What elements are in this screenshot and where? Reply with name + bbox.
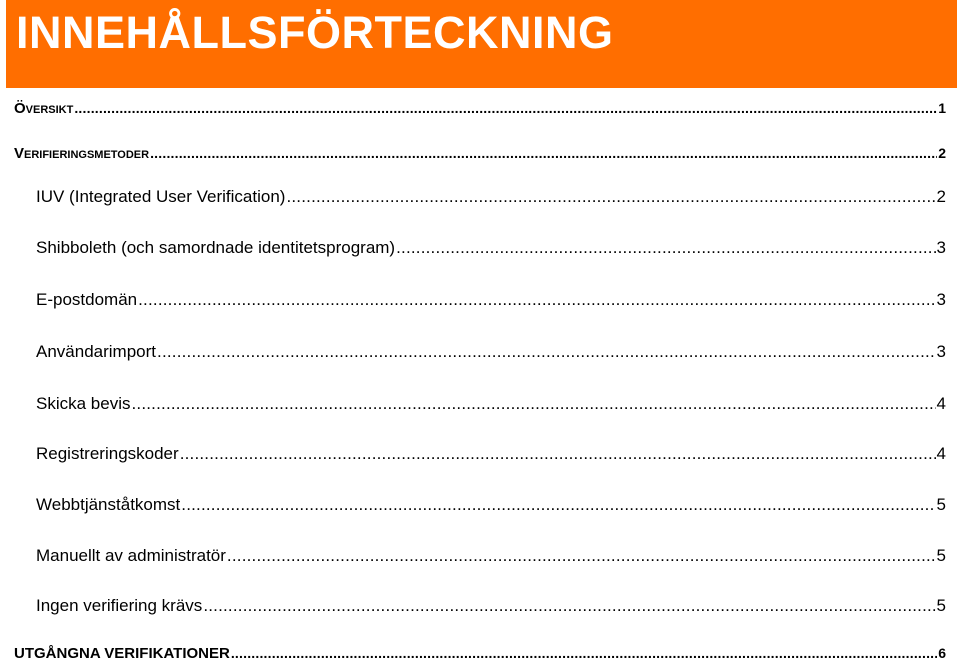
- toc-dot-leader: [157, 342, 936, 362]
- toc-dot-leader: [231, 645, 937, 661]
- toc-page-number: 1: [938, 100, 946, 116]
- toc-entry[interactable]: [14, 100, 946, 124]
- toc-page-number: 2: [938, 145, 946, 161]
- toc-entry[interactable]: [36, 394, 946, 418]
- toc-entry-label: Manuellt av administratör: [36, 546, 226, 565]
- toc-entry[interactable]: [36, 187, 946, 211]
- toc-entry-label: Shibboleth (och samordnade identitetsprogram): [36, 238, 396, 257]
- toc-dot-leader: [180, 444, 936, 464]
- toc-dot-leader: [396, 238, 935, 258]
- toc-entry-label: Verifieringsmetoder: [14, 145, 150, 162]
- toc-dot-leader: [131, 394, 935, 414]
- toc-page-number: 3: [936, 290, 946, 309]
- toc-entry-label: E-postdomän: [36, 290, 138, 309]
- toc-dot-leader: [138, 290, 935, 310]
- toc-page-number: 5: [936, 495, 946, 514]
- toc-entry-label: Registreringskoder: [36, 444, 179, 463]
- toc-entry[interactable]: [36, 444, 946, 468]
- toc-dot-leader: [181, 495, 935, 515]
- toc-entry[interactable]: [36, 495, 946, 519]
- toc-entry[interactable]: [36, 342, 946, 366]
- toc-entry-label: Webbtjänståtkomst: [36, 495, 181, 514]
- toc-page-number: 3: [936, 238, 946, 257]
- toc-entry-label: UTGÅNGNA VERIFIKATIONER: [14, 645, 230, 662]
- toc-entry-label: Ingen verifiering krävs: [36, 596, 203, 615]
- toc-page-number: 5: [936, 596, 946, 615]
- toc-dot-leader: [150, 145, 937, 161]
- page-title: INNEHÅLLSFÖRTECKNING: [16, 7, 614, 58]
- toc-page-number: 2: [936, 187, 946, 206]
- toc-dot-leader: [286, 187, 935, 207]
- toc-page-number: 5: [936, 546, 946, 565]
- toc-page-number: 6: [938, 645, 946, 661]
- toc-entry-label: Skicka bevis: [36, 394, 131, 413]
- toc-entry-label: IUV (Integrated User Verification): [36, 187, 286, 206]
- toc-entry-label: Översikt: [14, 100, 74, 117]
- toc-entry[interactable]: [36, 290, 946, 314]
- toc-entry[interactable]: [36, 596, 946, 620]
- toc-entry[interactable]: [14, 645, 946, 669]
- toc-dot-leader: [203, 596, 935, 616]
- toc-page-number: 3: [936, 342, 946, 361]
- toc-entry[interactable]: [36, 238, 946, 262]
- toc-entry-label: Användarimport: [36, 342, 157, 361]
- toc-page-number: 4: [936, 394, 946, 413]
- toc-entry[interactable]: [36, 546, 946, 570]
- toc-dot-leader: [227, 546, 936, 566]
- toc-dot-leader: [74, 100, 937, 116]
- toc-entry[interactable]: [14, 145, 946, 169]
- toc-page-number: 4: [936, 444, 946, 463]
